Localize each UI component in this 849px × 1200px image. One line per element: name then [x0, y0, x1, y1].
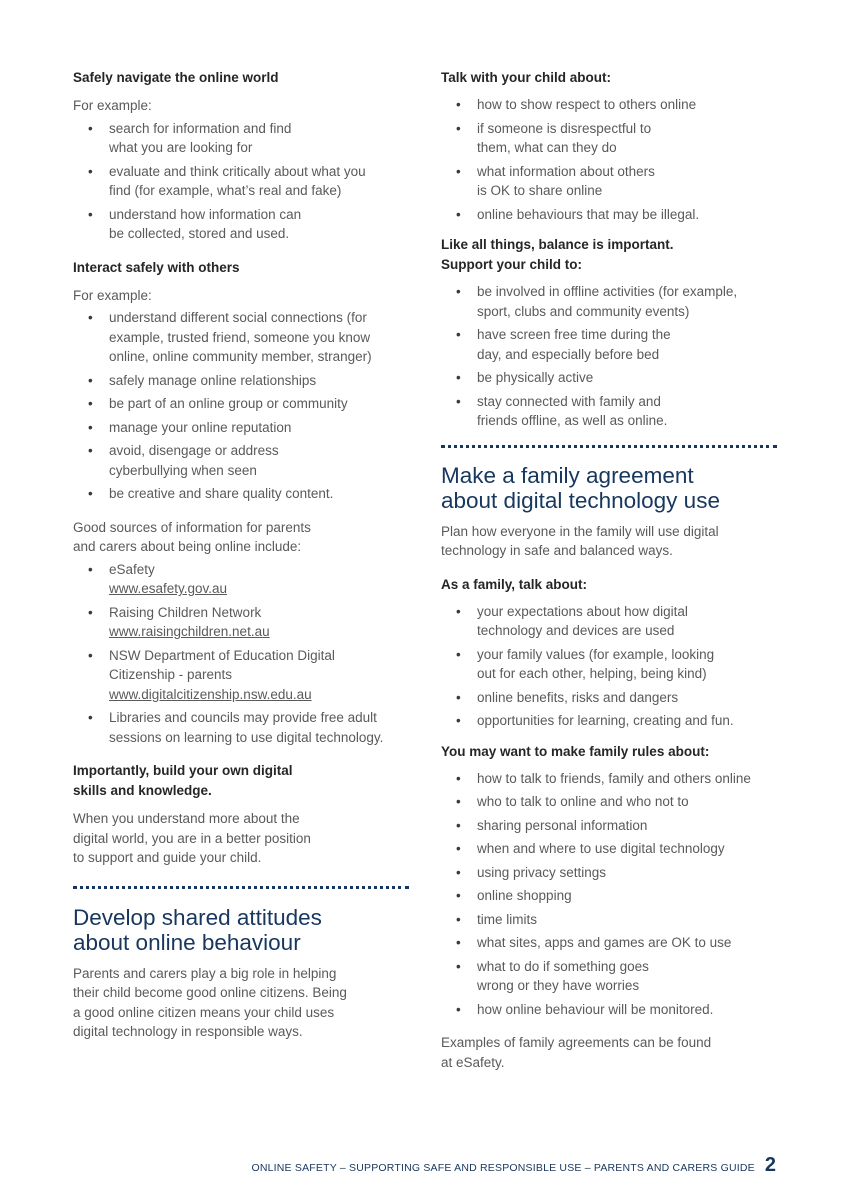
sources-intro: Good sources of information for parents and carers about being online include: [73, 519, 311, 554]
list-item: • what sites, apps and games are OK to use [441, 933, 786, 953]
interact-safely-heading: Interact safely with others [73, 259, 240, 275]
list-item: • how online behaviour will be monitored. [441, 1000, 786, 1020]
source-name: Raising Children Network [109, 604, 262, 620]
page-number: 2 [764, 1154, 776, 1176]
list-item: • manage your online reputation [73, 418, 418, 438]
list-item: • how to talk to friends, family and others online [441, 769, 786, 789]
list-item: • be part of an online group or community [73, 394, 418, 414]
family-rules-list [441, 769, 786, 1020]
source-item-raising-children [73, 603, 418, 642]
list-item: • be involved in offline activities (for example, sport, clubs and community events) [441, 282, 786, 321]
safely-navigate-list [73, 119, 418, 244]
develop-attitudes-heading: Develop shared attitudes about online behaviour [73, 904, 322, 955]
source-name: NSW Department of Education Digital Citizenship - parents [109, 647, 335, 682]
interact-safely-list [73, 308, 418, 504]
list-item: • if someone is disrespectful to them, what can they do [441, 119, 786, 158]
list-item: • your family values (for example, looking out for each other, helping, being kind) [441, 645, 786, 684]
list-item: • time limits [441, 910, 786, 930]
right-column [441, 68, 786, 1072]
list-item: • online shopping [441, 886, 786, 906]
section-divider [441, 445, 777, 448]
list-item: • search for information and find what you are looking for [73, 119, 418, 158]
footer-guide-title: ONLINE SAFETY – SUPPORTING SAFE AND RESPONSIBLE USE – PARENTS AND CARERS GUIDE [251, 1162, 755, 1174]
interact-example-label: For example: [73, 287, 152, 303]
list-item: • be physically active [441, 368, 786, 388]
page-footer [251, 1154, 776, 1177]
list-item: • how to show respect to others online [441, 95, 786, 115]
list-item: • what to do if something goes wrong or they have worries [441, 957, 786, 996]
safely-navigate-heading: Safely navigate the online world [73, 70, 279, 85]
family-agreement-heading: Make a family agreement about digital technology use [441, 462, 720, 513]
source-item-digital-citizenship [73, 646, 418, 705]
list-item: • who to talk to online and who not to [441, 792, 786, 812]
list-item: • when and where to use digital technology [441, 839, 786, 859]
balance-list [441, 282, 786, 431]
safely-example-label: For example: [73, 98, 152, 113]
family-rules-heading: You may want to make family rules about: [441, 743, 710, 759]
list-item: • have screen free time during the day, and especially before bed [441, 325, 786, 364]
list-item: • be creative and share quality content. [73, 484, 418, 504]
list-item: • sharing personal information [441, 816, 786, 836]
list-item: • using privacy settings [441, 863, 786, 883]
family-agreement-examples: Examples of family agreements can be found at eSafety. [441, 1035, 712, 1070]
source-item-esafety [73, 560, 418, 599]
section-divider [73, 886, 409, 889]
digital-citizenship-link[interactable]: www.digitalcitizenship.nsw.edu.au [109, 686, 312, 702]
list-item: • online benefits, risks and dangers [441, 688, 786, 708]
family-talk-list [441, 602, 786, 731]
source-name: eSafety [109, 561, 155, 577]
list-item: • understand different social connections (for example, trusted friend, someone you know online, online community member, stranger) [73, 308, 418, 367]
list-item: • what information about others is OK to share online [441, 162, 786, 201]
raising-children-link[interactable]: www.raisingchildren.net.au [109, 624, 270, 639]
list-item: • online behaviours that may be illegal. [441, 205, 786, 225]
esafety-link[interactable]: www.esafety.gov.au [109, 581, 228, 596]
family-agreement-paragraph: Plan how everyone in the family will use digital technology in safe and balanced ways. [441, 523, 719, 558]
build-skills-paragraph: When you understand more about the digital world, you are in a better position to support and guide your child. [73, 811, 311, 865]
list-item: • evaluate and think critically about what you find (for example, what’s real and fake) [73, 162, 418, 201]
list-item: • understand how information can be collected, stored and used. [73, 205, 418, 244]
sources-list [73, 560, 418, 748]
list-item: • opportunities for learning, creating and fun. [441, 711, 786, 731]
list-item: • safely manage online relationships [73, 371, 418, 391]
family-talk-heading: As a family, talk about: [441, 576, 588, 592]
list-item: • avoid, disengage or address cyberbullying when seen [73, 441, 418, 480]
balance-heading: Like all things, balance is important. Support your child to: [441, 237, 674, 272]
build-skills-heading: Importantly, build your own digital skills and knowledge. [73, 763, 293, 798]
left-column [73, 68, 418, 1042]
develop-attitudes-paragraph: Parents and carers play a big role in helping their child become good online citizens. Being a good online citizen means your child uses digital technology in responsible ways. [73, 965, 347, 1039]
list-item: • stay connected with family and friends offline, as well as online. [441, 392, 786, 431]
talk-with-child-list [441, 95, 786, 224]
list-item: • your expectations about how digital technology and devices are used [441, 602, 786, 641]
talk-with-child-heading: Talk with your child about: [441, 70, 612, 85]
source-item-libraries: • Libraries and councils may provide free adult sessions on learning to use digital technology. [73, 708, 418, 747]
